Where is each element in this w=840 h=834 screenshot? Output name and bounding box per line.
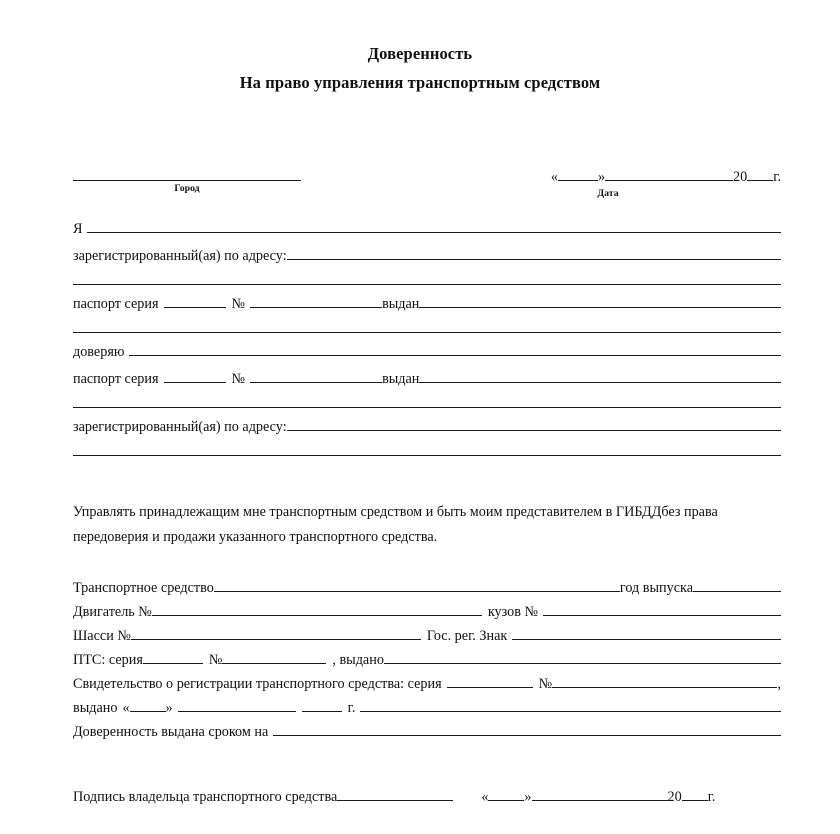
certificate-quote-close: » <box>165 699 173 716</box>
principal-address-label: зарегистрированный(ая) по адресу: <box>73 247 287 264</box>
chassis-label: Шасси № <box>73 627 131 644</box>
certificate-issued-by-input[interactable] <box>360 698 781 712</box>
attorney-passport-number-label: № <box>231 370 246 387</box>
page-title: Доверенность <box>367 44 473 63</box>
vehicle-details-block <box>73 578 781 740</box>
signature-day-input[interactable] <box>488 787 524 801</box>
term-row <box>73 722 781 740</box>
authorization-text-line2: передоверия и продажи указанного транспортного средства. <box>73 528 438 545</box>
attorney-address-label: зарегистрированный(ая) по адресу: <box>73 418 287 435</box>
document-header <box>0 0 840 95</box>
attorney-passport-continuation-input[interactable] <box>73 407 781 408</box>
certificate-number-label: № <box>538 675 553 692</box>
attorney-name-input[interactable] <box>129 342 781 356</box>
attorney-address-row <box>73 417 781 435</box>
pts-series-input[interactable] <box>143 650 203 664</box>
principal-passport-row <box>73 294 781 312</box>
date-quote-open: « <box>550 168 558 185</box>
certificate-label: Свидетельство о регистрации транспортного средства: серия <box>73 675 442 692</box>
certificate-issued-row <box>73 698 781 716</box>
principal-passport-label: паспорт серия <box>73 295 159 312</box>
page-subtitle: На право управления транспортным средством <box>239 73 601 93</box>
attorney-passport-row <box>73 369 781 387</box>
pts-number-input[interactable] <box>222 650 326 664</box>
certificate-issued-label: выдано <box>73 699 118 716</box>
pts-issued-label: , выдано <box>332 651 384 668</box>
attorney-address-continuation-input[interactable] <box>73 455 781 456</box>
engine-label: Двигатель № <box>73 603 152 620</box>
city-caption: Город <box>174 182 200 194</box>
certificate-day-input[interactable] <box>130 698 166 712</box>
vehicle-year-input[interactable] <box>693 578 781 592</box>
vehicle-label: Транспортное средство <box>73 579 214 596</box>
plate-input[interactable] <box>512 626 781 640</box>
certificate-quote-open: « <box>122 699 130 716</box>
date-year-input[interactable] <box>747 167 773 181</box>
engine-number-input[interactable] <box>152 602 482 616</box>
principal-passport-issued-label: выдан <box>382 295 420 312</box>
principal-address-row <box>73 246 781 264</box>
signature-month-input[interactable] <box>532 787 668 801</box>
attorney-address-input[interactable] <box>287 417 781 431</box>
authorization-text-part1: Управлять принадлежащим мне транспортным средством и быть моим представителем в ГИБДД <box>73 503 662 520</box>
certificate-series-input[interactable] <box>447 674 533 688</box>
principal-name-label: Я <box>73 220 83 237</box>
signature-year-prefix: 20 <box>667 788 682 805</box>
date-day-input[interactable] <box>558 167 598 181</box>
attorney-passport-issued-input[interactable] <box>419 369 781 383</box>
principal-name-row <box>73 219 781 237</box>
certificate-number-input[interactable] <box>552 674 777 688</box>
date-year-suffix: г. <box>773 168 781 185</box>
signature-input[interactable] <box>337 787 453 801</box>
attorney-passport-number-input[interactable] <box>250 369 382 383</box>
principal-passport-number-label: № <box>231 295 246 312</box>
principal-address-input[interactable] <box>287 246 781 260</box>
body-number-label: кузов № <box>487 603 539 620</box>
city-date-row <box>73 167 781 207</box>
chassis-number-input[interactable] <box>131 626 421 640</box>
vehicle-input[interactable] <box>214 578 620 592</box>
principal-passport-issued-input[interactable] <box>419 294 781 308</box>
authorization-paragraph <box>73 500 781 550</box>
signature-row <box>73 787 781 805</box>
certificate-year-input[interactable] <box>302 698 342 712</box>
city-field-group <box>73 167 301 195</box>
term-input[interactable] <box>273 722 781 736</box>
date-field-group <box>497 167 781 199</box>
date-year-prefix: 20 <box>733 168 748 185</box>
term-label: Доверенность выдана сроком на <box>73 723 269 740</box>
attorney-passport-issued-label: выдан <box>382 370 420 387</box>
date-quote-close: » <box>597 168 606 185</box>
attorney-name-row <box>73 342 781 360</box>
date-caption: Дата <box>597 187 619 199</box>
chassis-row <box>73 626 781 644</box>
signature-year-input[interactable] <box>682 787 708 801</box>
signature-quote-close: » <box>524 788 532 805</box>
plate-label: Гос. рег. Знак <box>426 627 508 644</box>
certificate-row <box>73 674 781 692</box>
pts-number-label: № <box>208 651 223 668</box>
city-input[interactable] <box>73 167 301 181</box>
authorization-text-part2: без права <box>661 503 718 520</box>
pts-label: ПТС: серия <box>73 651 143 668</box>
pts-row <box>73 650 781 668</box>
principal-passport-continuation-input[interactable] <box>73 332 781 333</box>
date-month-input[interactable] <box>605 167 733 181</box>
principal-address-continuation-input[interactable] <box>73 284 781 285</box>
engine-row <box>73 602 781 620</box>
certificate-comma: , <box>777 675 781 692</box>
attorney-entrust-label: доверяю <box>73 343 125 360</box>
principal-passport-number-input[interactable] <box>250 294 382 308</box>
certificate-year-suffix: г. <box>347 699 356 716</box>
signature-quote-open: « <box>481 788 489 805</box>
principal-name-input[interactable] <box>87 219 781 233</box>
principal-passport-series-input[interactable] <box>164 294 226 308</box>
pts-issued-input[interactable] <box>384 650 781 664</box>
form-body <box>59 167 781 805</box>
vehicle-row <box>73 578 781 596</box>
certificate-month-input[interactable] <box>178 698 296 712</box>
attorney-passport-label: паспорт серия <box>73 370 159 387</box>
signature-year-suffix: г. <box>707 788 716 805</box>
attorney-passport-series-input[interactable] <box>164 369 226 383</box>
signature-label: Подпись владельца транспортного средства <box>73 788 338 805</box>
vehicle-year-label: год выпуска <box>619 579 693 596</box>
body-number-input[interactable] <box>543 602 781 616</box>
